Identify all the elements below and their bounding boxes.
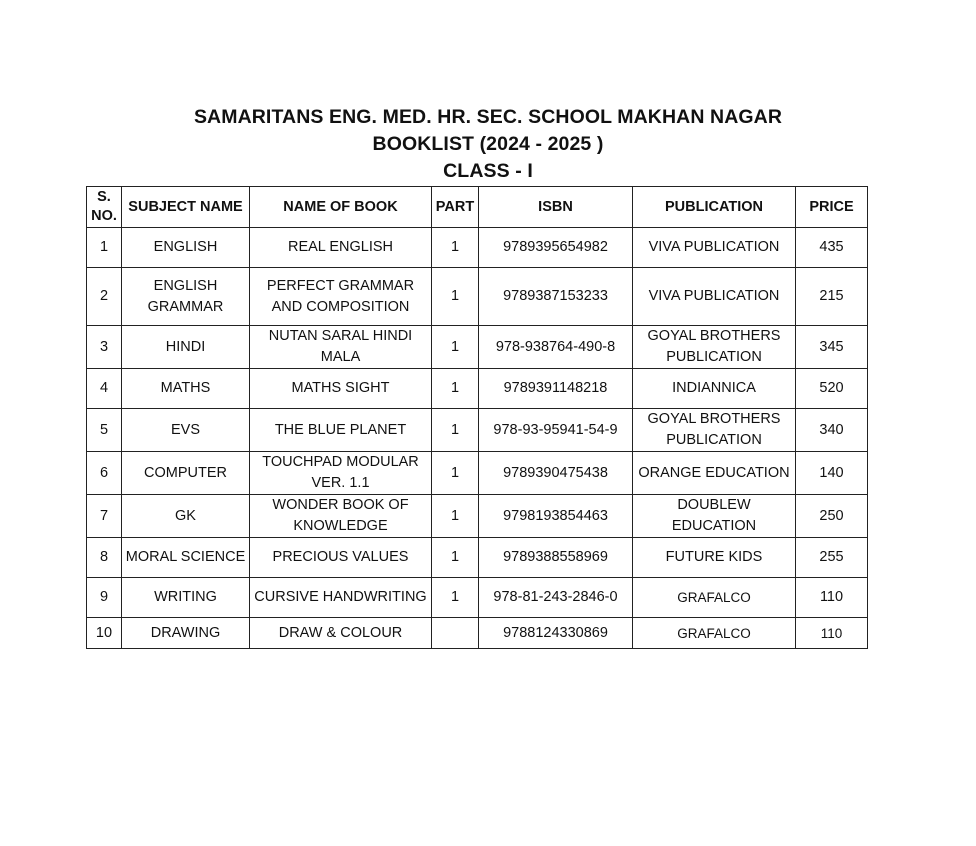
table-row [87, 578, 868, 618]
cell-subject-line1: COMPUTER [144, 464, 227, 481]
cell-part [432, 618, 479, 649]
cell-subject-line1: ENGLISH [153, 277, 218, 294]
cell-subject [122, 326, 250, 369]
cell-part: 1 [432, 326, 479, 369]
cell-part: 1 [432, 369, 479, 409]
cell-publication-line1: VIVA PUBLICATION [648, 288, 780, 304]
cell-price: 345 [796, 326, 868, 369]
table-header-row [87, 187, 868, 228]
cell-subject [122, 618, 250, 649]
cell-price: 250 [796, 495, 868, 538]
cell-sno: 1 [87, 228, 122, 268]
cell-isbn: 9789395654982 [479, 228, 633, 268]
cell-part: 1 [432, 578, 479, 618]
cell-subject [122, 538, 250, 578]
cell-publication [633, 618, 796, 649]
cell-book-line1: REAL ENGLISH [287, 239, 394, 255]
cell-book [250, 538, 432, 578]
cell-publication [633, 495, 796, 538]
cell-isbn: 9798193854463 [479, 495, 633, 538]
table-row [87, 228, 868, 268]
cell-sno: 3 [87, 326, 122, 369]
col-isbn: ISBN [479, 187, 633, 228]
cell-book-line2: KNOWLEDGE [293, 518, 388, 534]
col-subject: SUBJECT NAME [122, 187, 250, 228]
cell-price: 140 [796, 452, 868, 495]
cell-isbn: 978-938764-490-8 [479, 326, 633, 369]
cell-book-line2: MALA [320, 349, 361, 365]
table-row [87, 538, 868, 578]
cell-publication-line1: ORANGE EDUCATION [638, 464, 790, 481]
cell-subject [122, 578, 250, 618]
cell-book-line1: PRECIOUS VALUES [272, 549, 409, 565]
cell-book-line1: CURSIVE HANDWRITING [254, 589, 427, 605]
cell-subject-line2: GRAMMAR [147, 298, 224, 315]
cell-publication [633, 228, 796, 268]
cell-isbn: 9789390475438 [479, 452, 633, 495]
cell-sno: 8 [87, 538, 122, 578]
cell-book [250, 268, 432, 326]
cell-publication [633, 538, 796, 578]
cell-price: 215 [796, 268, 868, 326]
cell-publication-line1: FUTURE KIDS [665, 549, 763, 565]
cell-isbn: 9789388558969 [479, 538, 633, 578]
cell-book-line1: NUTAN SARAL HINDI [268, 328, 413, 344]
cell-sno: 5 [87, 409, 122, 452]
school-name: SAMARITANS ENG. MED. HR. SEC. SCHOOL MAKHAN NAGAR [193, 106, 783, 128]
cell-price: 255 [796, 538, 868, 578]
booklist-table [86, 186, 868, 649]
col-publication: PUBLICATION [633, 187, 796, 228]
cell-publication-line1: VIVA PUBLICATION [648, 239, 780, 255]
cell-publication-line1: GOYAL BROTHERS [647, 411, 781, 427]
cell-book-line1: PERFECT GRAMMAR [266, 277, 415, 294]
cell-subject [122, 228, 250, 268]
col-book: NAME OF BOOK [250, 187, 432, 228]
cell-publication [633, 409, 796, 452]
cell-book [250, 495, 432, 538]
cell-publication-line2: PUBLICATION [666, 432, 762, 448]
cell-price: 435 [796, 228, 868, 268]
cell-book [250, 326, 432, 369]
cell-part: 1 [432, 409, 479, 452]
cell-publication-line1: INDIANNICA [672, 380, 756, 396]
cell-book-line2: VER. 1.1 [311, 475, 370, 491]
cell-publication [633, 326, 796, 369]
cell-price: 520 [796, 369, 868, 409]
cell-sno: 6 [87, 452, 122, 495]
col-sno-line2: NO. [91, 208, 117, 224]
cell-publication [633, 452, 796, 495]
cell-book [250, 369, 432, 409]
cell-publication-line1: GRAFALCO [677, 590, 751, 605]
cell-book-line1: THE BLUE PLANET [274, 421, 407, 438]
cell-sno: 10 [87, 618, 122, 649]
cell-subject [122, 409, 250, 452]
cell-price: 110 [796, 618, 868, 649]
cell-price: 340 [796, 409, 868, 452]
cell-subject [122, 268, 250, 326]
cell-book [250, 618, 432, 649]
cell-isbn: 9788124330869 [479, 618, 633, 649]
cell-subject-line1: GK [175, 507, 196, 524]
cell-publication-line1: GRAFALCO [677, 625, 751, 641]
cell-subject [122, 452, 250, 495]
cell-publication-line2: EDUCATION [671, 518, 757, 534]
cell-sno: 9 [87, 578, 122, 618]
cell-publication-line1: GOYAL BROTHERS [647, 328, 781, 344]
cell-subject-line1: WRITING [154, 589, 217, 605]
table-row [87, 452, 868, 495]
cell-subject-line1: ENGLISH [153, 239, 218, 255]
table-body [87, 228, 868, 649]
cell-book [250, 228, 432, 268]
cell-sno: 7 [87, 495, 122, 538]
booklist-title: BOOKLIST (2024 - 2025 ) [372, 133, 604, 155]
cell-price: 110 [796, 578, 868, 618]
cell-book-line1: WONDER BOOK OF [272, 497, 409, 513]
cell-sno: 4 [87, 369, 122, 409]
col-sno [87, 187, 122, 228]
col-part: PART [432, 187, 479, 228]
cell-subject-line1: DRAWING [150, 624, 221, 641]
table-row [87, 268, 868, 326]
table-row [87, 326, 868, 369]
table-row [87, 618, 868, 649]
cell-subject [122, 369, 250, 409]
cell-book-line2: AND COMPOSITION [271, 298, 410, 315]
cell-subject-line1: MATHS [160, 380, 211, 396]
cell-book-line1: DRAW & COLOUR [278, 624, 403, 641]
cell-part: 1 [432, 228, 479, 268]
cell-isbn: 978-93-95941-54-9 [479, 409, 633, 452]
cell-part: 1 [432, 452, 479, 495]
col-sno-line1: S. [97, 189, 111, 205]
cell-publication-line1: DOUBLEW [677, 497, 751, 513]
col-price: PRICE [796, 187, 868, 228]
cell-part: 1 [432, 268, 479, 326]
cell-subject [122, 495, 250, 538]
cell-subject-line1: HINDI [165, 338, 206, 355]
cell-book [250, 409, 432, 452]
cell-sno: 2 [87, 268, 122, 326]
table-row [87, 409, 868, 452]
document-header [0, 104, 976, 185]
table-row [87, 369, 868, 409]
cell-isbn: 9789387153233 [479, 268, 633, 326]
class-title: CLASS - I [443, 160, 533, 182]
cell-part: 1 [432, 495, 479, 538]
cell-book [250, 452, 432, 495]
cell-part: 1 [432, 538, 479, 578]
cell-subject-line1: MORAL SCIENCE [125, 549, 246, 565]
table-row [87, 495, 868, 538]
cell-book-line1: TOUCHPAD MODULAR [262, 454, 419, 470]
cell-publication [633, 268, 796, 326]
cell-isbn: 978-81-243-2846-0 [479, 578, 633, 618]
cell-publication [633, 369, 796, 409]
cell-book-line1: MATHS SIGHT [291, 380, 390, 396]
cell-isbn: 9789391148218 [479, 369, 633, 409]
cell-publication-line2: PUBLICATION [666, 349, 762, 365]
cell-publication [633, 578, 796, 618]
cell-book [250, 578, 432, 618]
cell-subject-line1: EVS [170, 421, 200, 438]
